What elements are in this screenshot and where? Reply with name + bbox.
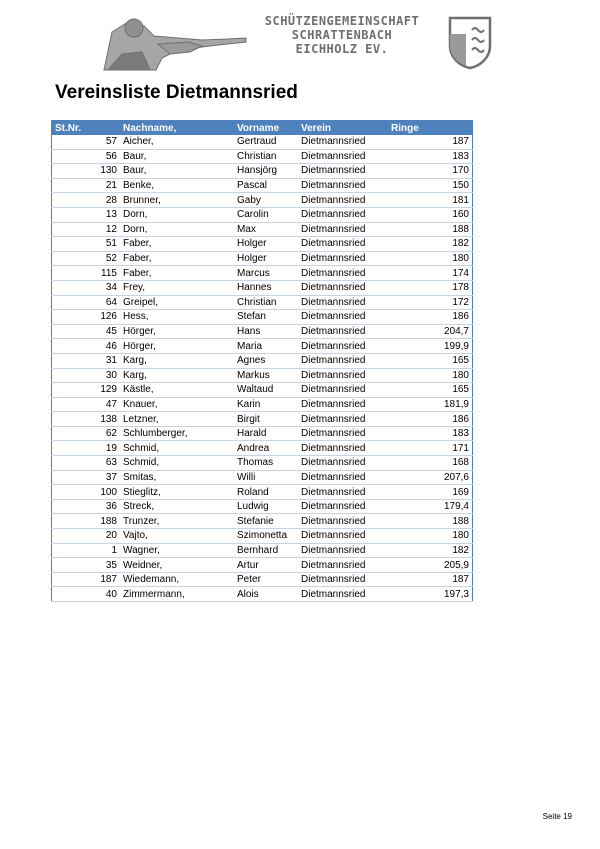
club-cell: Dietmannsried xyxy=(298,164,388,179)
club-cell: Dietmannsried xyxy=(298,324,388,339)
rings-cell: 171 xyxy=(388,441,473,456)
start-number-cell: 46 xyxy=(52,339,121,354)
table-row xyxy=(52,280,473,295)
rings-cell: 188 xyxy=(388,514,473,529)
start-number-cell: 115 xyxy=(52,266,121,281)
club-cell: Dietmannsried xyxy=(298,237,388,252)
first-name-cell: Hans xyxy=(234,324,298,339)
start-number-cell: 36 xyxy=(52,499,121,514)
rings-cell: 160 xyxy=(388,207,473,222)
club-cell: Dietmannsried xyxy=(298,412,388,427)
table-row xyxy=(52,558,473,573)
member-table xyxy=(51,120,473,602)
start-number-cell: 12 xyxy=(52,222,121,237)
club-name-line-1: SCHÜTZENGEMEINSCHAFT xyxy=(264,14,420,28)
first-name-cell: Christian xyxy=(234,149,298,164)
start-number-cell: 187 xyxy=(52,572,121,587)
start-number-cell: 129 xyxy=(52,383,121,398)
start-number-cell: 37 xyxy=(52,470,121,485)
table-row xyxy=(52,207,473,222)
table-row xyxy=(52,383,473,398)
start-number-cell: 126 xyxy=(52,310,121,325)
last-name-cell: Smitas, xyxy=(120,470,234,485)
club-cell: Dietmannsried xyxy=(298,397,388,412)
rings-cell: 179,4 xyxy=(388,499,473,514)
club-cell: Dietmannsried xyxy=(298,310,388,325)
club-name-line-2: SCHRATTENBACH xyxy=(291,28,393,42)
last-name-cell: Stieglitz, xyxy=(120,485,234,500)
first-name-cell: Max xyxy=(234,222,298,237)
rings-cell: 186 xyxy=(388,310,473,325)
column-header-first-name: Vorname xyxy=(234,121,298,136)
rings-cell: 170 xyxy=(388,164,473,179)
last-name-cell: Streck, xyxy=(120,499,234,514)
club-cell: Dietmannsried xyxy=(298,529,388,544)
club-cell: Dietmannsried xyxy=(298,499,388,514)
start-number-cell: 138 xyxy=(52,412,121,427)
last-name-cell: Wiedemann, xyxy=(120,572,234,587)
club-cell: Dietmannsried xyxy=(298,339,388,354)
start-number-cell: 13 xyxy=(52,207,121,222)
start-number-cell: 28 xyxy=(52,193,121,208)
start-number-cell: 188 xyxy=(52,514,121,529)
first-name-cell: Harald xyxy=(234,426,298,441)
first-name-cell: Artur xyxy=(234,558,298,573)
rings-cell: 205,9 xyxy=(388,558,473,573)
table-row xyxy=(52,572,473,587)
club-cell: Dietmannsried xyxy=(298,353,388,368)
table-row xyxy=(52,164,473,179)
rings-cell: 186 xyxy=(388,412,473,427)
last-name-cell: Hess, xyxy=(120,310,234,325)
table-body xyxy=(52,135,473,602)
club-cell: Dietmannsried xyxy=(298,295,388,310)
table-row xyxy=(52,295,473,310)
last-name-cell: Aicher, xyxy=(120,135,234,149)
first-name-cell: Waltaud xyxy=(234,383,298,398)
table-header-row xyxy=(52,121,473,136)
last-name-cell: Schlumberger, xyxy=(120,426,234,441)
start-number-cell: 40 xyxy=(52,587,121,602)
club-cell: Dietmannsried xyxy=(298,383,388,398)
rings-cell: 180 xyxy=(388,368,473,383)
first-name-cell: Birgit xyxy=(234,412,298,427)
first-name-cell: Thomas xyxy=(234,456,298,471)
start-number-cell: 34 xyxy=(52,280,121,295)
table-row xyxy=(52,339,473,354)
club-cell: Dietmannsried xyxy=(298,207,388,222)
rings-cell: 199,9 xyxy=(388,339,473,354)
last-name-cell: Dorn, xyxy=(120,207,234,222)
last-name-cell: Frey, xyxy=(120,280,234,295)
column-header-rings: Ringe xyxy=(388,121,473,136)
start-number-cell: 63 xyxy=(52,456,121,471)
first-name-cell: Agnes xyxy=(234,353,298,368)
club-cell: Dietmannsried xyxy=(298,266,388,281)
club-cell: Dietmannsried xyxy=(298,135,388,149)
first-name-cell: Andrea xyxy=(234,441,298,456)
first-name-cell: Markus xyxy=(234,368,298,383)
last-name-cell: Baur, xyxy=(120,164,234,179)
last-name-cell: Zimmermann, xyxy=(120,587,234,602)
column-header-last-name: Nachname, xyxy=(120,121,234,136)
last-name-cell: Brunner, xyxy=(120,193,234,208)
last-name-cell: Faber, xyxy=(120,237,234,252)
rings-cell: 165 xyxy=(388,353,473,368)
club-cell: Dietmannsried xyxy=(298,470,388,485)
last-name-cell: Letzner, xyxy=(120,412,234,427)
page-title: Vereinsliste Dietmannsried xyxy=(55,82,298,103)
club-cell: Dietmannsried xyxy=(298,456,388,471)
last-name-cell: Kästle, xyxy=(120,383,234,398)
rings-cell: 172 xyxy=(388,295,473,310)
start-number-cell: 30 xyxy=(52,368,121,383)
first-name-cell: Hannes xyxy=(234,280,298,295)
rings-cell: 178 xyxy=(388,280,473,295)
first-name-cell: Bernhard xyxy=(234,543,298,558)
club-cell: Dietmannsried xyxy=(298,251,388,266)
rings-cell: 183 xyxy=(388,149,473,164)
start-number-cell: 52 xyxy=(52,251,121,266)
table-row xyxy=(52,266,473,281)
last-name-cell: Schmid, xyxy=(120,456,234,471)
last-name-cell: Dorn, xyxy=(120,222,234,237)
start-number-cell: 20 xyxy=(52,529,121,544)
last-name-cell: Hörger, xyxy=(120,324,234,339)
club-crest-icon xyxy=(446,14,494,70)
last-name-cell: Schmid, xyxy=(120,441,234,456)
club-cell: Dietmannsried xyxy=(298,222,388,237)
table-row xyxy=(52,178,473,193)
start-number-cell: 21 xyxy=(52,178,121,193)
start-number-cell: 62 xyxy=(52,426,121,441)
first-name-cell: Maria xyxy=(234,339,298,354)
rings-cell: 150 xyxy=(388,178,473,193)
rings-cell: 187 xyxy=(388,572,473,587)
first-name-cell: Alois xyxy=(234,587,298,602)
last-name-cell: Hörger, xyxy=(120,339,234,354)
start-number-cell: 64 xyxy=(52,295,121,310)
first-name-cell: Peter xyxy=(234,572,298,587)
first-name-cell: Szimonetta xyxy=(234,529,298,544)
first-name-cell: Stefan xyxy=(234,310,298,325)
rings-cell: 174 xyxy=(388,266,473,281)
last-name-cell: Wagner, xyxy=(120,543,234,558)
table-row xyxy=(52,368,473,383)
last-name-cell: Vajto, xyxy=(120,529,234,544)
start-number-cell: 45 xyxy=(52,324,121,339)
first-name-cell: Holger xyxy=(234,251,298,266)
club-cell: Dietmannsried xyxy=(298,543,388,558)
last-name-cell: Weidner, xyxy=(120,558,234,573)
club-cell: Dietmannsried xyxy=(298,558,388,573)
first-name-cell: Stefanie xyxy=(234,514,298,529)
club-cell: Dietmannsried xyxy=(298,514,388,529)
page-number: Seite 19 xyxy=(542,812,572,821)
first-name-cell: Hansjörg xyxy=(234,164,298,179)
rings-cell: 188 xyxy=(388,222,473,237)
column-header-start-number: St.Nr. xyxy=(52,121,121,136)
start-number-cell: 130 xyxy=(52,164,121,179)
first-name-cell: Karin xyxy=(234,397,298,412)
table-row xyxy=(52,237,473,252)
club-cell: Dietmannsried xyxy=(298,178,388,193)
rings-cell: 182 xyxy=(388,543,473,558)
first-name-cell: Gertraud xyxy=(234,135,298,149)
table-row xyxy=(52,412,473,427)
first-name-cell: Carolin xyxy=(234,207,298,222)
rings-cell: 181 xyxy=(388,193,473,208)
last-name-cell: Faber, xyxy=(120,266,234,281)
rings-cell: 207,6 xyxy=(388,470,473,485)
table-row xyxy=(52,485,473,500)
table-row xyxy=(52,397,473,412)
table-row xyxy=(52,251,473,266)
table-row xyxy=(52,441,473,456)
start-number-cell: 100 xyxy=(52,485,121,500)
start-number-cell: 35 xyxy=(52,558,121,573)
start-number-cell: 1 xyxy=(52,543,121,558)
table-row xyxy=(52,193,473,208)
start-number-cell: 51 xyxy=(52,237,121,252)
start-number-cell: 57 xyxy=(52,135,121,149)
last-name-cell: Faber, xyxy=(120,251,234,266)
first-name-cell: Pascal xyxy=(234,178,298,193)
club-cell: Dietmannsried xyxy=(298,149,388,164)
first-name-cell: Roland xyxy=(234,485,298,500)
table-row xyxy=(52,222,473,237)
rings-cell: 204,7 xyxy=(388,324,473,339)
table-row xyxy=(52,529,473,544)
table-row xyxy=(52,324,473,339)
club-cell: Dietmannsried xyxy=(298,426,388,441)
rings-cell: 183 xyxy=(388,426,473,441)
last-name-cell: Karg, xyxy=(120,368,234,383)
start-number-cell: 31 xyxy=(52,353,121,368)
club-cell: Dietmannsried xyxy=(298,280,388,295)
table-row xyxy=(52,135,473,149)
rings-cell: 182 xyxy=(388,237,473,252)
last-name-cell: Benke, xyxy=(120,178,234,193)
table-row xyxy=(52,426,473,441)
club-name xyxy=(252,14,432,56)
rings-cell: 168 xyxy=(388,456,473,471)
table-row xyxy=(52,149,473,164)
table-row xyxy=(52,353,473,368)
table-row xyxy=(52,514,473,529)
column-header-club: Verein xyxy=(298,121,388,136)
rings-cell: 197,3 xyxy=(388,587,473,602)
last-name-cell: Baur, xyxy=(120,149,234,164)
start-number-cell: 56 xyxy=(52,149,121,164)
rings-cell: 187 xyxy=(388,135,473,149)
club-name-line-3: EICHHOLZ EV. xyxy=(295,42,389,56)
rings-cell: 180 xyxy=(388,251,473,266)
start-number-cell: 19 xyxy=(52,441,121,456)
club-cell: Dietmannsried xyxy=(298,193,388,208)
club-cell: Dietmannsried xyxy=(298,587,388,602)
table-row xyxy=(52,470,473,485)
table-row xyxy=(52,499,473,514)
first-name-cell: Willi xyxy=(234,470,298,485)
club-cell: Dietmannsried xyxy=(298,441,388,456)
club-cell: Dietmannsried xyxy=(298,572,388,587)
club-cell: Dietmannsried xyxy=(298,368,388,383)
first-name-cell: Gaby xyxy=(234,193,298,208)
first-name-cell: Holger xyxy=(234,237,298,252)
first-name-cell: Christian xyxy=(234,295,298,310)
club-cell: Dietmannsried xyxy=(298,485,388,500)
rings-cell: 169 xyxy=(388,485,473,500)
rings-cell: 181,9 xyxy=(388,397,473,412)
rings-cell: 165 xyxy=(388,383,473,398)
last-name-cell: Knauer, xyxy=(120,397,234,412)
table-row xyxy=(52,310,473,325)
table-row xyxy=(52,456,473,471)
last-name-cell: Greipel, xyxy=(120,295,234,310)
table-row xyxy=(52,587,473,602)
start-number-cell: 47 xyxy=(52,397,121,412)
last-name-cell: Karg, xyxy=(120,353,234,368)
rings-cell: 180 xyxy=(388,529,473,544)
last-name-cell: Trunzer, xyxy=(120,514,234,529)
shooter-logo-graphic xyxy=(98,12,248,72)
first-name-cell: Ludwig xyxy=(234,499,298,514)
table-row xyxy=(52,543,473,558)
first-name-cell: Marcus xyxy=(234,266,298,281)
